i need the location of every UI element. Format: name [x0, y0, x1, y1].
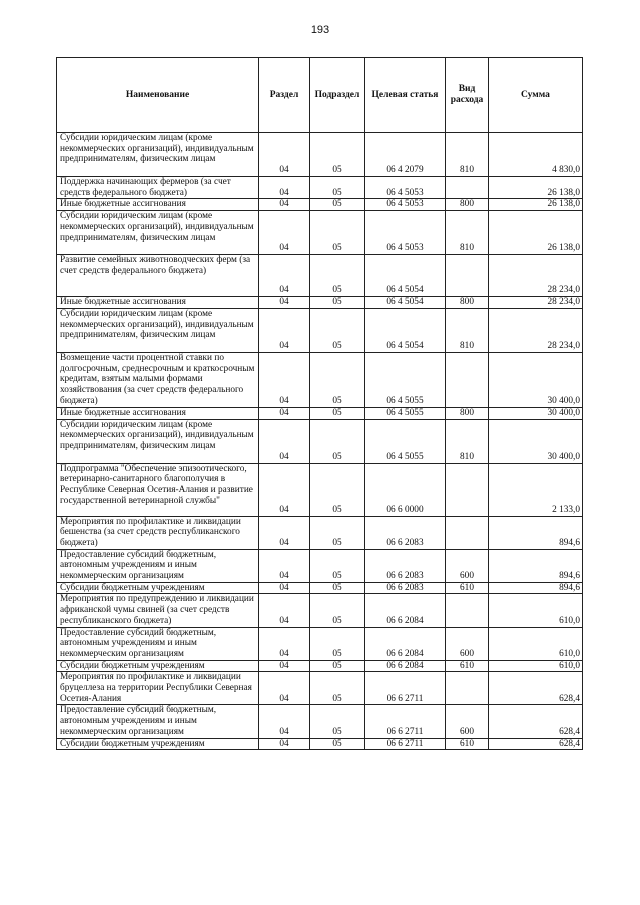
row-target-article: 06 6 2083: [365, 582, 446, 594]
table-row: [57, 549, 583, 582]
row-section: 04: [259, 582, 310, 594]
row-sum: 894,6: [489, 549, 583, 582]
row-subsection: 05: [310, 463, 365, 516]
row-target-article: 06 4 5054: [365, 297, 446, 309]
row-name: Иные бюджетные ассигнования: [57, 199, 259, 211]
row-name: Субсидии бюджетным учреждениям: [57, 582, 259, 594]
row-sum: 26 138,0: [489, 211, 583, 255]
row-subsection: 05: [310, 133, 365, 177]
row-name: Подпрограмма "Обеспечение эпизоотического, ветеринарно-санитарного благополучия в Республике Северная Осетия-Алания и развитие государственной ветеринарной службы": [57, 463, 259, 516]
row-target-article: 06 4 5053: [365, 199, 446, 211]
header-section: Раздел: [259, 58, 310, 133]
row-target-article: 06 6 2083: [365, 549, 446, 582]
row-target-article: 06 4 5054: [365, 308, 446, 352]
table-row: [57, 594, 583, 627]
row-expense-type: [446, 177, 489, 199]
row-section: 04: [259, 672, 310, 705]
row-section: 04: [259, 463, 310, 516]
row-name: Возмещение части процентной ставки по долгосрочным, среднесрочным и краткосрочным кредитам, взятым малыми формами хозяйствования (за счет средств федерального бюджета): [57, 352, 259, 407]
table-row: [57, 199, 583, 211]
row-section: 04: [259, 199, 310, 211]
row-expense-type: [446, 352, 489, 407]
row-sum: 2 133,0: [489, 463, 583, 516]
row-sum: 28 234,0: [489, 297, 583, 309]
row-target-article: 06 4 5055: [365, 407, 446, 419]
row-section: 04: [259, 594, 310, 627]
row-section: 04: [259, 407, 310, 419]
row-name: Субсидии юридическим лицам (кроме некоммерческих организаций), индивидуальным предпринимателям, физическим лицам: [57, 211, 259, 255]
row-sum: 628,4: [489, 672, 583, 705]
row-target-article: 06 6 2711: [365, 738, 446, 750]
row-subsection: 05: [310, 705, 365, 738]
table-row: [57, 407, 583, 419]
table-row: [57, 672, 583, 705]
row-expense-type: [446, 463, 489, 516]
row-name: Субсидии юридическим лицам (кроме некоммерческих организаций), индивидуальным предпринимателям, физическим лицам: [57, 419, 259, 463]
row-sum: 30 400,0: [489, 419, 583, 463]
page-number: 193: [310, 24, 330, 36]
row-subsection: 05: [310, 177, 365, 199]
row-target-article: 06 6 2711: [365, 672, 446, 705]
row-name: Субсидии бюджетным учреждениям: [57, 660, 259, 672]
header-expense-type: Вид расхода: [446, 58, 489, 133]
row-name: Предоставление субсидий бюджетным, автономным учреждениям и иным некоммерческим организациям: [57, 549, 259, 582]
row-expense-type: [446, 516, 489, 549]
row-subsection: 05: [310, 308, 365, 352]
row-sum: 610,0: [489, 627, 583, 660]
row-sum: 610,0: [489, 594, 583, 627]
row-expense-type: 810: [446, 308, 489, 352]
table-row: [57, 352, 583, 407]
row-name: Субсидии юридическим лицам (кроме некоммерческих организаций), индивидуальным предпринимателям, физическим лицам: [57, 133, 259, 177]
row-section: 04: [259, 133, 310, 177]
table-row: [57, 705, 583, 738]
row-subsection: 05: [310, 516, 365, 549]
row-sum: 30 400,0: [489, 352, 583, 407]
table-row: [57, 177, 583, 199]
row-section: 04: [259, 308, 310, 352]
row-name: Иные бюджетные ассигнования: [57, 407, 259, 419]
table-header-row: [57, 58, 583, 133]
row-name: Поддержка начинающих фермеров (за счет средств федерального бюджета): [57, 177, 259, 199]
table-row: [57, 660, 583, 672]
row-section: 04: [259, 549, 310, 582]
row-expense-type: 810: [446, 211, 489, 255]
budget-table: [56, 57, 583, 750]
row-expense-type: 800: [446, 407, 489, 419]
header-subsection: Подраздел: [310, 58, 365, 133]
row-sum: 628,4: [489, 705, 583, 738]
table-body: [57, 133, 583, 750]
table-row: [57, 463, 583, 516]
row-expense-type: 810: [446, 133, 489, 177]
table-row: [57, 133, 583, 177]
row-target-article: 06 6 2711: [365, 705, 446, 738]
row-subsection: 05: [310, 407, 365, 419]
row-name: Иные бюджетные ассигнования: [57, 297, 259, 309]
row-expense-type: 610: [446, 660, 489, 672]
row-expense-type: [446, 255, 489, 297]
row-name: Развитие семейных животноводческих ферм (за счет средств федерального бюджета): [57, 255, 259, 297]
row-section: 04: [259, 419, 310, 463]
row-name: Субсидии бюджетным учреждениям: [57, 738, 259, 750]
row-sum: 28 234,0: [489, 255, 583, 297]
table-row: [57, 255, 583, 297]
row-expense-type: 800: [446, 199, 489, 211]
row-name: Мероприятия по предупреждению и ликвидации африканской чумы свиней (за счет средств республиканского бюджета): [57, 594, 259, 627]
row-sum: 30 400,0: [489, 407, 583, 419]
row-target-article: 06 4 2079: [365, 133, 446, 177]
row-section: 04: [259, 516, 310, 549]
row-expense-type: [446, 594, 489, 627]
row-section: 04: [259, 352, 310, 407]
table-row: [57, 516, 583, 549]
row-target-article: 06 4 5055: [365, 352, 446, 407]
row-subsection: 05: [310, 660, 365, 672]
row-section: 04: [259, 660, 310, 672]
row-subsection: 05: [310, 419, 365, 463]
row-subsection: 05: [310, 211, 365, 255]
row-subsection: 05: [310, 199, 365, 211]
row-expense-type: 800: [446, 297, 489, 309]
row-expense-type: 610: [446, 582, 489, 594]
table-row: [57, 297, 583, 309]
row-expense-type: 600: [446, 705, 489, 738]
row-subsection: 05: [310, 352, 365, 407]
row-subsection: 05: [310, 738, 365, 750]
row-name: Предоставление субсидий бюджетным, автономным учреждениям и иным некоммерческим организациям: [57, 705, 259, 738]
row-target-article: 06 6 2084: [365, 627, 446, 660]
table-row: [57, 582, 583, 594]
row-subsection: 05: [310, 594, 365, 627]
row-target-article: 06 4 5054: [365, 255, 446, 297]
row-sum: 628,4: [489, 738, 583, 750]
row-name: Мероприятия по профилактике и ликвидации бруцеллеза на территории Республики Северная Осетия-Алания: [57, 672, 259, 705]
row-sum: 28 234,0: [489, 308, 583, 352]
row-target-article: 06 4 5055: [365, 419, 446, 463]
row-subsection: 05: [310, 549, 365, 582]
header-target-article: Целевая статья: [365, 58, 446, 133]
row-expense-type: 600: [446, 627, 489, 660]
row-target-article: 06 6 2083: [365, 516, 446, 549]
row-target-article: 06 6 2084: [365, 594, 446, 627]
row-subsection: 05: [310, 582, 365, 594]
row-section: 04: [259, 297, 310, 309]
row-expense-type: 610: [446, 738, 489, 750]
row-section: 04: [259, 705, 310, 738]
header-name: Наименование: [57, 58, 259, 133]
row-subsection: 05: [310, 672, 365, 705]
table-row: [57, 308, 583, 352]
row-expense-type: 810: [446, 419, 489, 463]
row-name: Субсидии юридическим лицам (кроме некоммерческих организаций), индивидуальным предпринимателям, физическим лицам: [57, 308, 259, 352]
row-subsection: 05: [310, 297, 365, 309]
table-row: [57, 627, 583, 660]
table-row: [57, 419, 583, 463]
row-sum: 894,6: [489, 582, 583, 594]
table-row: [57, 738, 583, 750]
row-section: 04: [259, 255, 310, 297]
row-sum: 4 830,0: [489, 133, 583, 177]
row-sum: 610,0: [489, 660, 583, 672]
row-target-article: 06 4 5053: [365, 177, 446, 199]
row-expense-type: 600: [446, 549, 489, 582]
row-section: 04: [259, 627, 310, 660]
row-target-article: 06 6 2084: [365, 660, 446, 672]
row-sum: 26 138,0: [489, 177, 583, 199]
row-subsection: 05: [310, 627, 365, 660]
row-subsection: 05: [310, 255, 365, 297]
row-section: 04: [259, 211, 310, 255]
row-section: 04: [259, 738, 310, 750]
row-name: Предоставление субсидий бюджетным, автономным учреждениям и иным некоммерческим организациям: [57, 627, 259, 660]
row-sum: 26 138,0: [489, 199, 583, 211]
table-row: [57, 211, 583, 255]
header-sum: Сумма: [489, 58, 583, 133]
row-target-article: 06 6 0000: [365, 463, 446, 516]
row-sum: 894,6: [489, 516, 583, 549]
row-name: Мероприятия по профилактике и ликвидации бешенства (за счет средств республиканского бюджета): [57, 516, 259, 549]
row-target-article: 06 4 5053: [365, 211, 446, 255]
row-section: 04: [259, 177, 310, 199]
row-expense-type: [446, 672, 489, 705]
